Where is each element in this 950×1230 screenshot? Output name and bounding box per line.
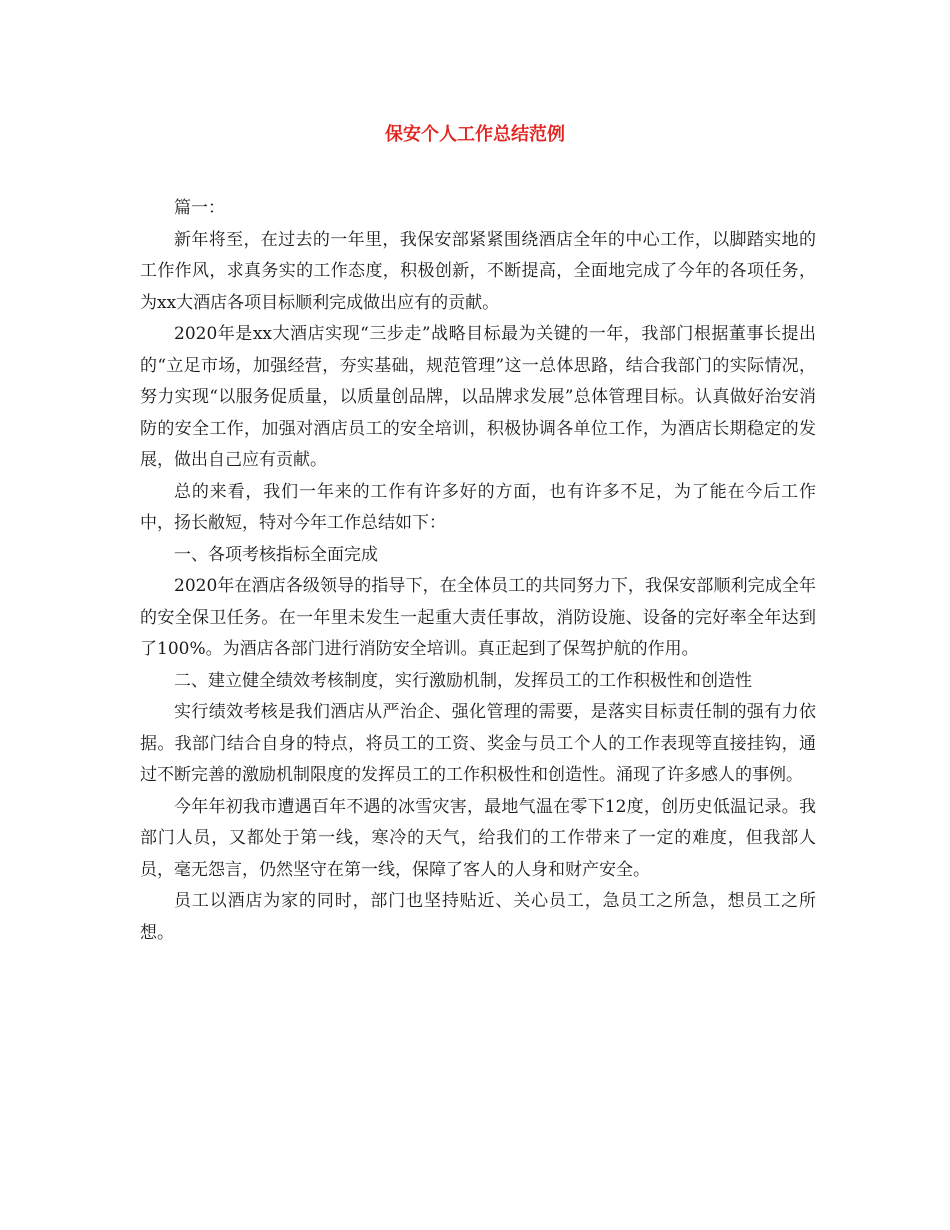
paragraph: 2020年是xx大酒店实现“三步走”战略目标最为关键的一年，我部门根据董事长提出的“立足市场，加强经营，夯实基础，规范管理”这一总体思路，结合我部门的实际情况，努力实现“以服务促质量，以质量创品牌，以品牌求发展”总体管理目标。认真做好治安消防的安全工作，加强对酒店员工的安全培训，积极协调各单位工作，为酒店长期稳定的发展，做出自己应有贡献。 (140, 324, 816, 470)
document-body (140, 193, 816, 949)
paragraph: 总的来看，我们一年来的工作有许多好的方面，也有许多不足，为了能在今后工作中，扬长敝短，特对今年工作总结如下： (140, 481, 816, 533)
document-title: 保安个人工作总结范例 (385, 124, 565, 145)
paragraph: 今年年初我市遭遇百年不遇的冰雪灾害，最地气温在零下12度，创历史低温记录。我部门人员，又都处于第一线，寒冷的天气，给我们的工作带来了一定的难度，但我部人员，毫无怨言，仍然坚守在第一线，保障了客人的人身和财产安全。 (140, 796, 816, 880)
paragraph-section-label: 篇一： (174, 198, 225, 218)
paragraph: 新年将至，在过去的一年里，我保安部紧紧围绕酒店全年的中心工作，以脚踏实地的工作作风，求真务实的工作态度，积极创新，不断提高，全面地完成了今年的各项任务，为xx大酒店各项目标顺利完成做出应有的贡献。 (140, 229, 816, 313)
paragraph: 实行绩效考核是我们酒店从严治企、强化管理的需要，是落实目标责任制的强有力依据。我部门结合自身的特点，将员工的工资、奖金与员工个人的工作表现等直接挂钩，通过不断完善的激励机制限度的发挥员工的工作积极性和创造性。涌现了许多感人的事例。 (140, 702, 816, 785)
section-heading: 二、建立健全绩效考核制度，实行激励机制，发挥员工的工作积极性和创造性 (174, 670, 752, 691)
paragraph: 员工以酒店为家的同时，部门也坚持贴近、关心员工，急员工之所急，想员工之所想。 (140, 891, 816, 943)
section-heading: 一、各项考核指标全面完成 (174, 544, 378, 565)
paragraph: 2020年在酒店各级领导的指导下，在全体员工的共同努力下，我保安部顺利完成全年的安全保卫任务。在一年里未发生一起重大责任事故，消防设施、设备的完好率全年达到了100%。为酒店各部门进行消防安全培训。真正起到了保驾护航的作用。 (140, 576, 816, 659)
